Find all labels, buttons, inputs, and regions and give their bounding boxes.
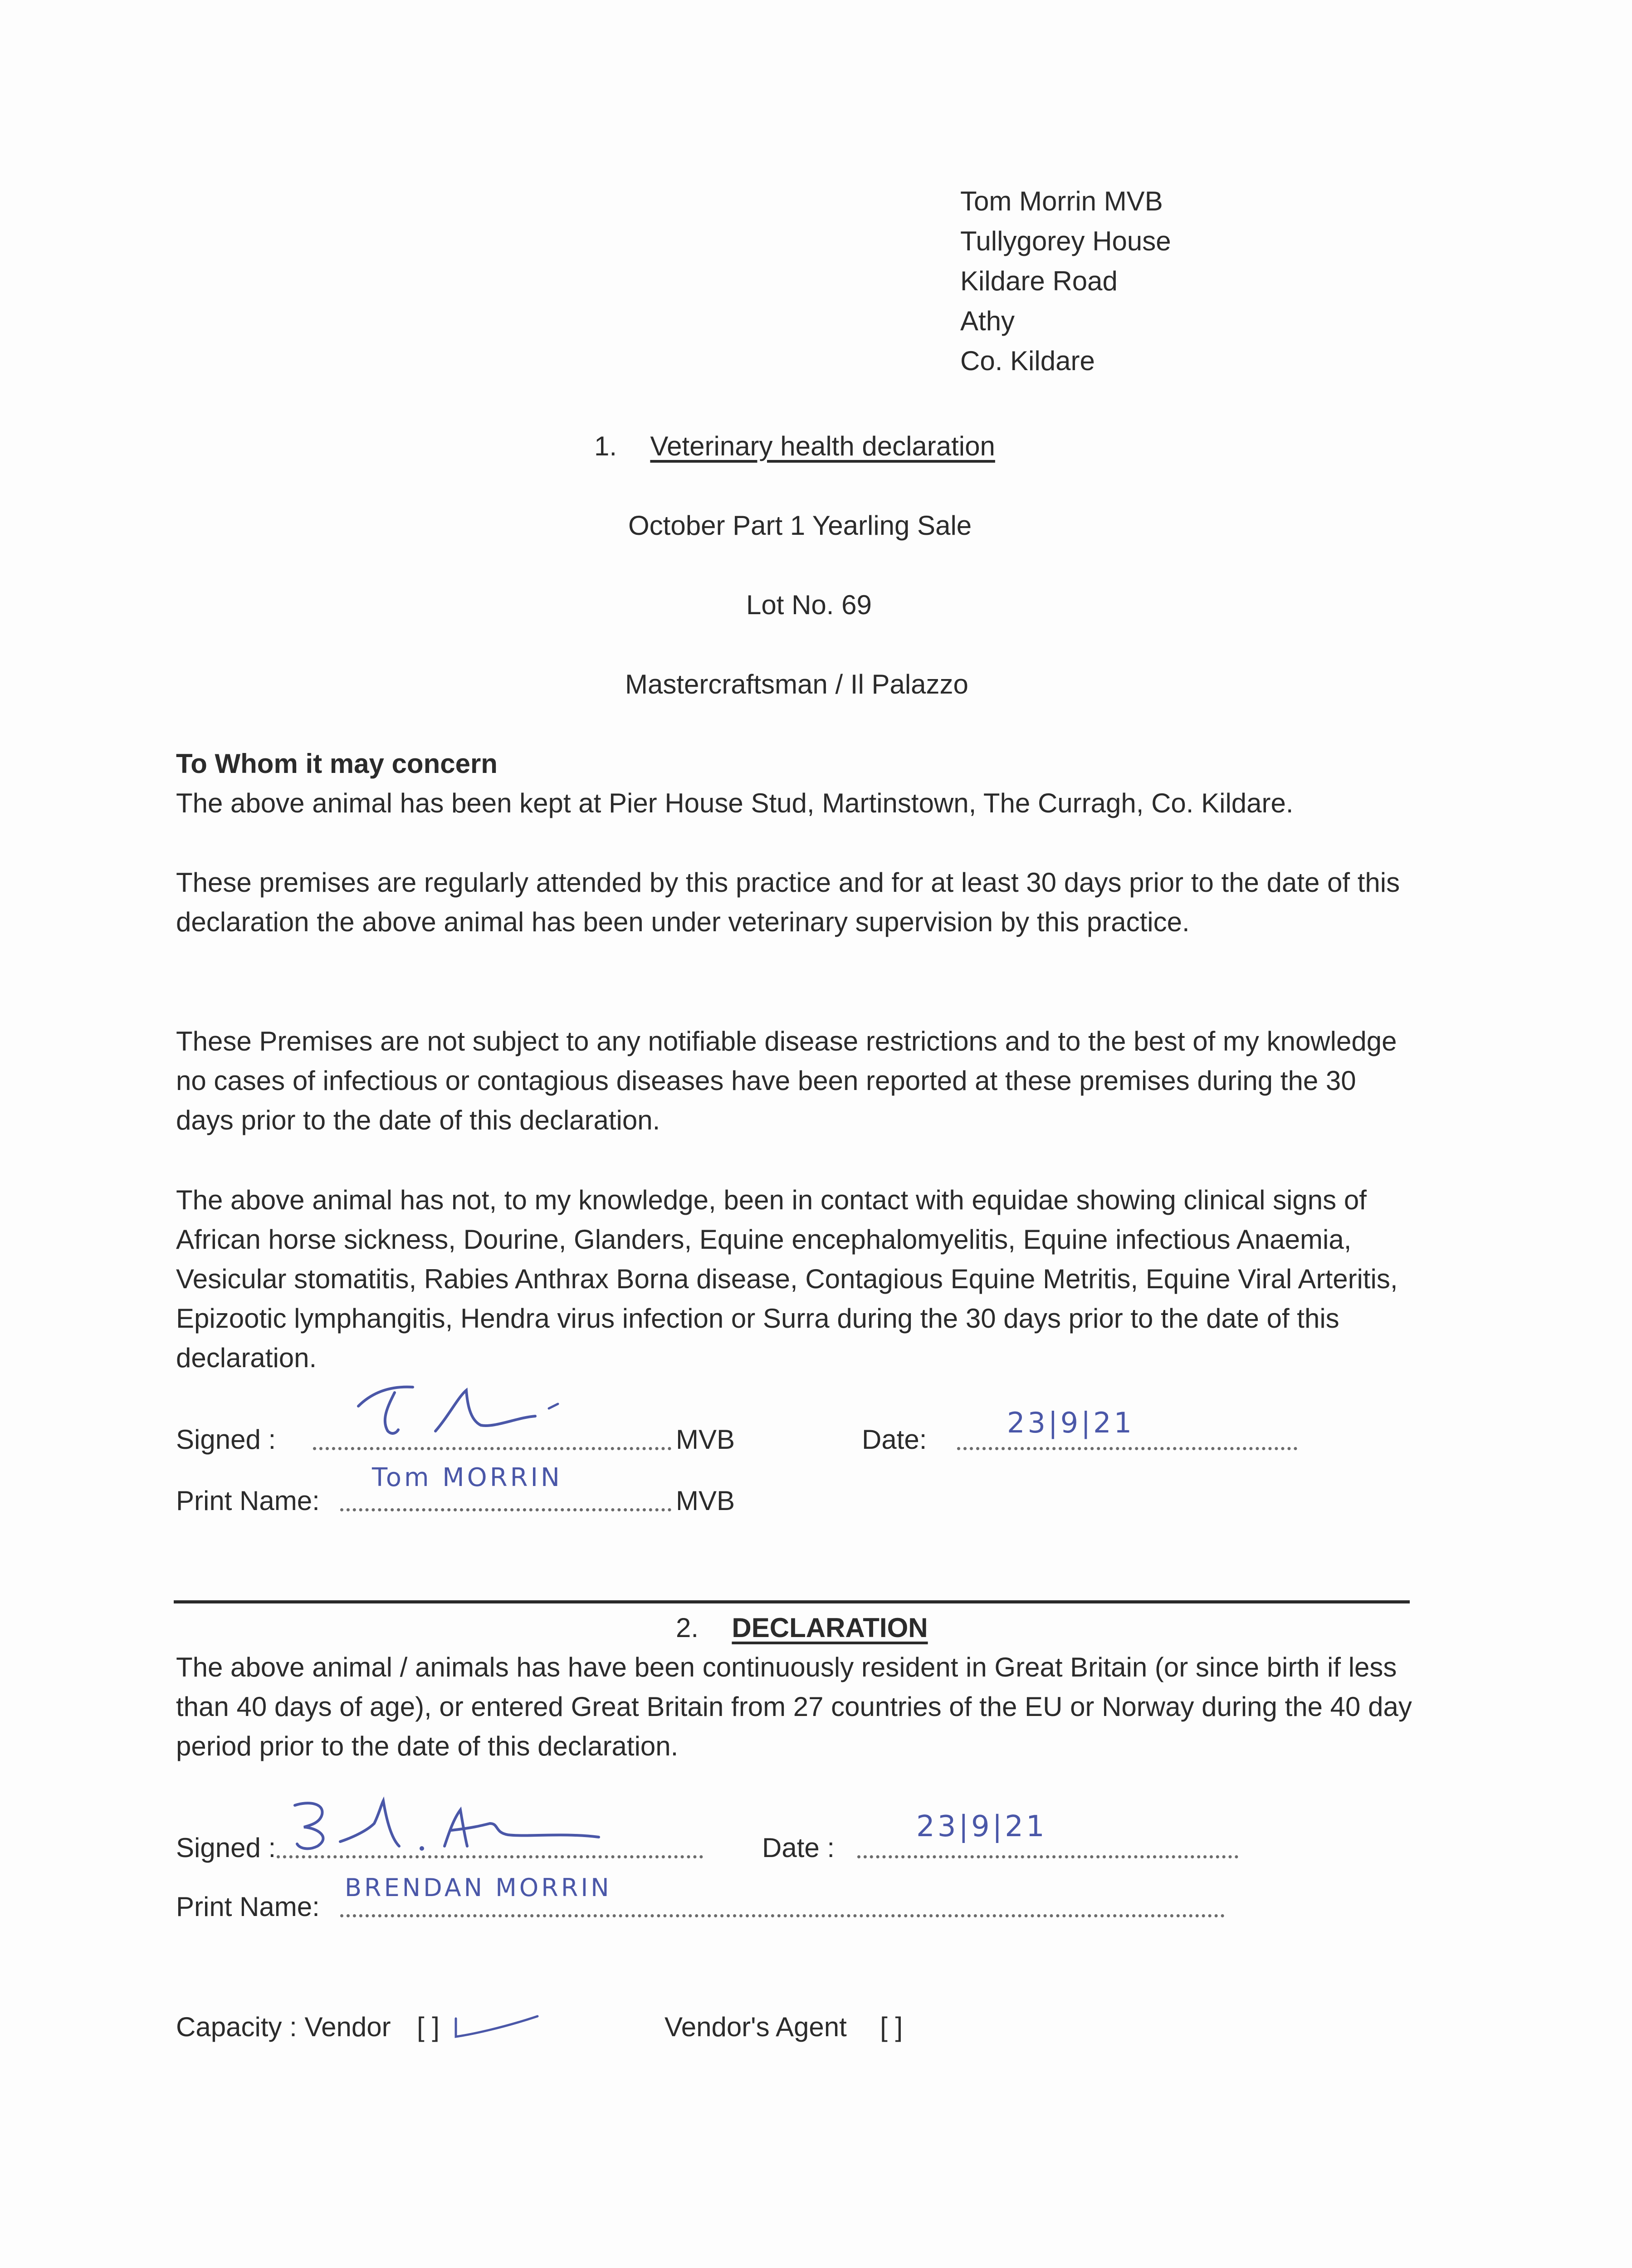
salutation-block [176,744,1419,823]
vendor-label: Vendor [304,2012,391,2042]
breeding: Mastercraftsman / Il Palazzo [625,669,968,699]
declarant-print-name-line [340,1914,1225,1917]
capacity-row [176,2007,440,2047]
sale-name: October Part 1 Yearling Sale [628,510,972,541]
vendor-checkbox[interactable]: [ ] [416,2012,440,2042]
address-line: Kildare Road [960,266,1118,296]
address-line: Tom Morrin MVB [960,186,1163,216]
vet-print-name-suffix: MVB [676,1486,735,1516]
vet-print-name-line [340,1508,671,1511]
lot-number: Lot No. 69 [746,590,872,620]
declarant-date-line [857,1855,1238,1858]
sender-address [960,181,1171,381]
agent-checkbox[interactable]: [ ] [880,2012,903,2042]
section1-number: 1. [594,431,617,461]
salutation: To Whom it may concern [176,748,498,779]
section1-heading [594,426,995,466]
section2-title: DECLARATION [732,1613,928,1643]
declarant-signed-label: Signed : [176,1833,276,1863]
vet-date-value: 23|9|21 [1007,1406,1135,1439]
paragraph: These Premises are not subject to any notifiable disease restrictions and to the best of my knowledge no cases of infectious or contagious diseases have been reported at these premises during the 30 days prior to the date of this declaration. [176,1026,1397,1135]
declarant-signature [281,1787,671,1864]
declarant-print-name-value: BRENDAN MORRIN [345,1873,612,1902]
declarant-date-value: 23|9|21 [916,1810,1047,1843]
agent-label: Vendor's Agent [665,2012,847,2042]
paragraph: The above animal has been kept at Pier House Stud, Martinstown, The Curragh, Co. Kildare. [176,788,1294,818]
paragraph: These premises are regularly attended by this practice and for at least 30 days prior to the date of this declaration the above animal has been under veterinary supervision by this practice. [176,867,1400,937]
section-divider [174,1600,1410,1603]
declarant-print-name-label: Print Name: [176,1892,320,1922]
section2-heading [676,1608,928,1648]
vet-signature [345,1374,581,1452]
vet-signed-label: Signed : [176,1424,276,1455]
vet-date-line [957,1447,1297,1450]
address-line: Athy [960,306,1015,336]
vendor-tick-mark [445,2005,553,2046]
vet-print-name-label: Print Name: [176,1486,320,1516]
section2-number: 2. [676,1613,699,1643]
declarant-date-label: Date : [762,1833,835,1863]
paragraph: The above animal / animals has have been continuously resident in Great Britain (or since birth if less than 40 days of age), or entered Great Britain from 27 countries of the EU or Norway during the 40 day period prior to the date of this declaration. [176,1652,1412,1761]
agent-row [665,2007,903,2047]
vet-date-label: Date: [862,1424,927,1455]
address-line: Co. Kildare [960,346,1095,376]
paragraph: The above animal has not, to my knowledge, been in contact with equidae showing clinical signs of African horse sickness, Dourine, Glanders, Equine encephalomyelitis, Equine infectious Anaemia, Vesicular stomatitis, Rabies Anthrax Borna disease, Contagious Equine Metritis, Equine Viral Arteritis, Epizootic lymphangitis, Hendra virus infection or Surra during the 30 days prior to the date of this declaration. [176,1185,1398,1373]
capacity-label: Capacity : [176,2012,297,2042]
section1-title: Veterinary health declaration [650,431,995,461]
vet-print-name-value: Tom MORRIN [372,1463,562,1492]
address-line: Tullygorey House [960,226,1171,256]
vet-signed-suffix: MVB [676,1424,735,1455]
